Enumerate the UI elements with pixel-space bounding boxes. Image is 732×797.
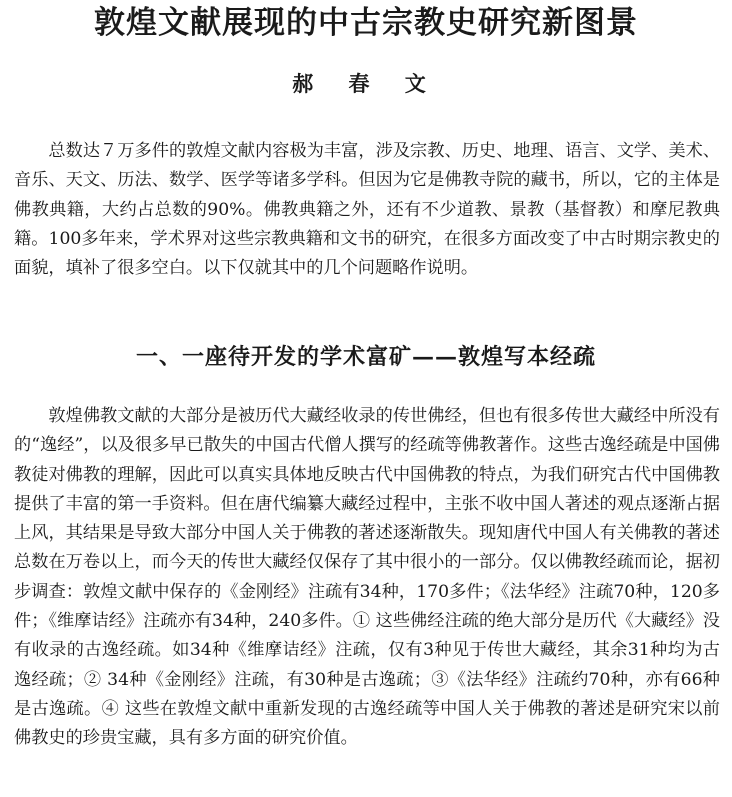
section-paragraph: 敦煌佛教文献的大部分是被历代大藏经收录的传世佛经，但也有很多传世大藏经中所没有的“逸经”，以及很多早已散失的中国古代僧人撰写的经疏等佛教著作。这些古逸经疏是中国佛教徒对佛教的理解，因此可以真实具体地反映古代中国佛教的特点，为我们研究古代中国佛教提供了丰富的第一手资料。但在唐代编纂大藏经过程中，主张不收中国人著述的观点逐渐占据上风，其结果是导致大部分中国人关于佛教的著述逐渐散失。现知唐代中国人有关佛教的著述总数在万卷以上，而今天的传世大藏经仅保存了其中很小的一部分。仅以佛教经疏而论，据初步调查：敦煌文献中保存的《金刚经》注疏有34种，170多件；《法华经》注疏70种，120多件；《维摩诘经》注疏亦有34种，240多件。① 这些佛经注疏的绝大部分是历代《大藏经》没有收录的古逸经疏。如34种《维摩诘经》注疏，仅有3种见于传世大藏经，其余31种均为古逸经疏；② 34种《金刚经》注疏，有30种是古逸疏；③《法华经》注疏约70种，亦有66种是古逸疏。④ 这些在敦煌文献中重新发现的古逸经疏等中国人关于佛教的著述是研究宋以前佛教史的珍贵宝藏，具有多方面的研究价值。 [14,406,720,749]
article-author: 郝 春 文 [292,71,440,96]
article-title: 敦煌文献展现的中古宗教史研究新图景 [94,5,638,41]
section-heading: 一、一座待开发的学术富矿——敦煌写本经疏 [135,344,596,370]
intro-paragraph: 总数达７万多件的敦煌文献内容极为丰富，涉及宗教、历史、地理、语言、文学、美术、音乐、天文、历法、数学、医学等诸多学科。但因为它是佛教寺院的藏书，所以，它的主体是佛教典籍，大约占总数的90%。佛教典籍之外，还有不少道教、景教（基督教）和摩尼教典籍。100多年来，学术界对这些宗教典籍和文书的研究，在很多方面改变了中古时期宗教史的面貌，填补了很多空白。以下仅就其中的几个问题略作说明。 [14,141,720,279]
